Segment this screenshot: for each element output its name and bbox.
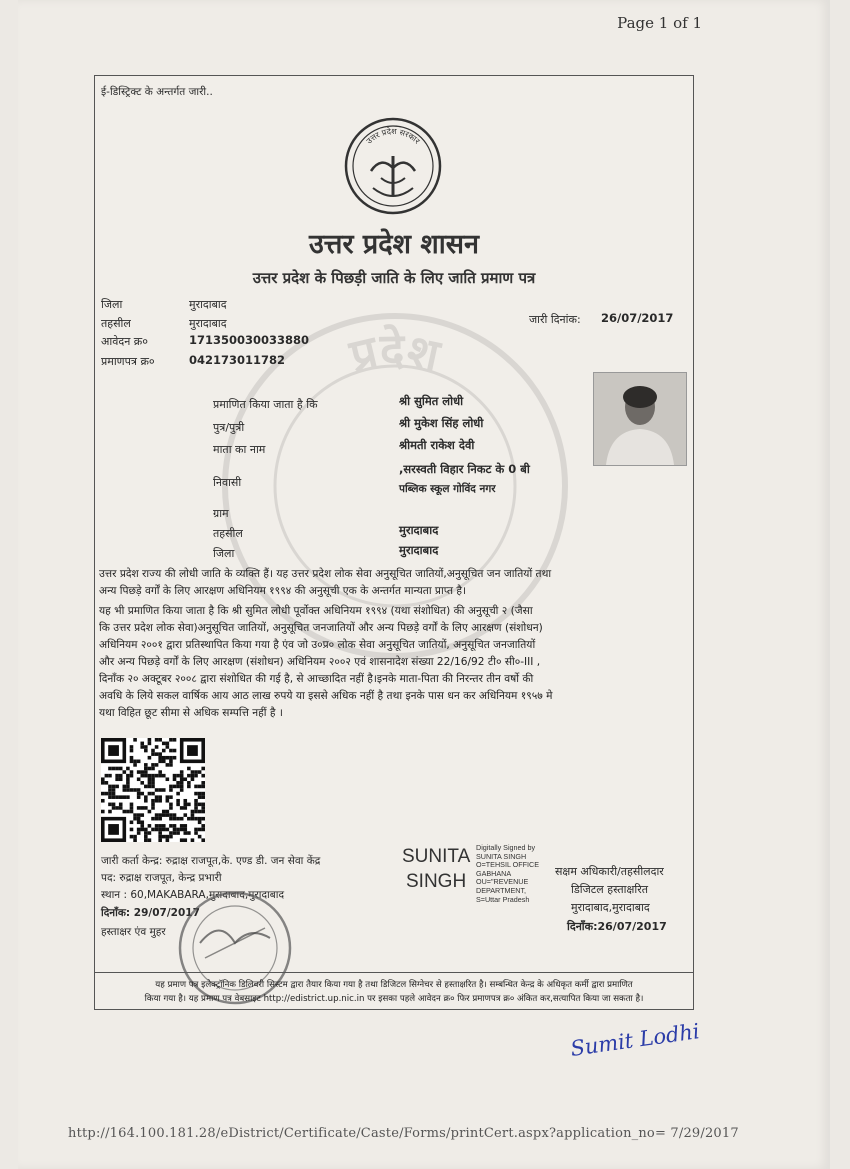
district-label: जिला: [213, 547, 235, 560]
authority-place: मुरादाबाद,मुरादाबाद: [571, 901, 650, 914]
digital-sign-name-line-2: SINGH: [406, 871, 467, 892]
issuer-sign-label: हस्ताक्षर एंव मुहर: [101, 926, 166, 938]
paragraph-2-line: अधिनियम २००१ द्वारा प्रतिस्थापित किया गया है एंव जो उ०प्र० लोक सेवा अनुसूचित जातियों, अनुसूचित जनजातियों: [99, 639, 536, 651]
paragraph-1-line: अन्य पिछड़े वर्गों के लिए आरक्षण अधिनियम १९९४ की अनुसूची एक के अन्तर्गत मान्यता प्राप्त है।: [99, 585, 467, 597]
meta-tehsil-label: तहसील: [101, 317, 131, 330]
page-number: Page 1 of 1: [617, 14, 702, 32]
paragraph-2-line: यथा विहित छूट सीमा से अधिक सम्पत्ति नहीं है ।: [99, 707, 283, 719]
father-name: श्री मुकेश सिंह लोधी: [399, 416, 484, 430]
footer-divider: [95, 972, 693, 973]
issuer-date: दिनाँक: 29/07/2017: [101, 907, 200, 919]
footer-line-2: किया गया है। यह प्रमाण पत्र वेबसाइट http://edistrict.up.nic.in पर इसका पहले आवेदन क्र० फिर प्रमाणपत्र क्र० अंकित कर,सत्यापित किया जा सकता है।: [144, 994, 644, 1004]
issuer-centre: जारी कर्ता केन्द्र: रुद्राक्ष राजपूत,के. एण्ड डी. जन सेवा केंद्र: [101, 855, 321, 867]
tehsil-label: तहसील: [213, 527, 243, 540]
paragraph-2-line: अवधि के लिये सकल वार्षिक आय आठ लाख रुपये या इससे अधिक नहीं है तथा इनके पास धन कर अधिनियम १९५७ मे: [99, 690, 553, 702]
applicant-photo: [593, 372, 687, 466]
paragraph-1-line: उत्तर प्रदेश राज्य की लोधी जाति के व्यक्ति हैं। यह उत्तर प्रदेश लोक सेवा अनुसूचित जातियों,अनुसूचित जन जातियों तथा: [99, 568, 552, 580]
official-stamp-icon: [175, 888, 295, 1008]
certificate-subtitle: उत्तर प्रदेश के पिछड़ी जाति के लिए जाति प्रमाण पत्र: [252, 269, 536, 287]
address-line-2: पब्लिक स्कूल गोविंद नगर: [399, 483, 496, 495]
up-government-emblem-icon: [343, 116, 443, 216]
mother-name: श्रीमती राकेश देवी: [399, 438, 475, 452]
applicant-name: श्री सुमित लोधी: [399, 394, 464, 408]
meta-district-label: जिला: [101, 298, 123, 311]
parent-label: पुत्र/पुत्री: [213, 421, 245, 434]
village-label: ग्राम: [213, 507, 229, 520]
svg-text:प्रदेश: [344, 323, 446, 383]
issuer-post: पद: रुद्राक्ष राजपूत, केन्द्र प्रभारी: [101, 872, 222, 884]
resident-label: निवासी: [213, 476, 242, 489]
tehsil-value: मुरादाबाद: [399, 523, 439, 537]
digital-sign-detail-line: OU="REVENUE: [476, 877, 529, 887]
digital-sign-detail-line: Digitally Signed by: [476, 843, 536, 852]
authority-title: सक्षम अधिकारी/तहसीलदार: [555, 865, 664, 878]
header-note: ई-डिस्ट्रिक्ट के अन्तर्गत जारी..: [101, 86, 213, 98]
authority-sign-type: डिजिटल हस्ताक्षरित: [571, 883, 648, 896]
digital-sign-detail-line: O=TEHSIL OFFICE: [476, 860, 540, 870]
emblem-text: उत्तर प्रदेश सरकार: [364, 126, 422, 146]
watermark-text: प्रदेश: [344, 322, 445, 383]
certificate-frame: [94, 75, 694, 1010]
svg-text:उत्तर प्रदेश सरकार: [365, 126, 422, 146]
meta-certificate-label: प्रमाणपत्र क्र०: [101, 355, 155, 368]
paragraph-2-line: दिनाँक २० अक्टूबर २००८ द्वारा संशोधित की गई है, से आच्छादित नहीं है।इनके माता-पिता की निरन्तर तीन वर्षो की: [99, 673, 534, 685]
address-line-1: ,सरस्वती विहार निकट के 0 बी: [399, 462, 530, 476]
footer-line-1: यह प्रमाण पत्र इलेक्ट्रॉनिक डिलिवरी सिस्टम द्वारा तैयार किया गया है तथा डिजिटल सिग्नेचर से हस्ताक्षरित है। सम्बन्धित केन्द्र के अधिकृत कर्मी द्वारा प्रमाणित: [155, 980, 633, 990]
meta-district-value: मुरादाबाद: [189, 298, 227, 311]
mother-label: माता का नाम: [213, 443, 266, 456]
meta-application-label: आवेदन क्र०: [101, 335, 148, 348]
paragraph-2-line: यह भी प्रमाणित किया जाता है कि श्री सुमित लोधी पूर्वोक्त अधिनियम १९९४ (यथा संशोधित) की अनुसूची २ (जैसा: [99, 605, 533, 617]
meta-application-value: 171350030033880: [189, 333, 310, 347]
meta-tehsil-value: मुरादाबाद: [189, 317, 227, 330]
paragraph-1: [99, 566, 687, 600]
digital-sign-detail-line: SUNITA SINGH: [476, 851, 527, 861]
meta-certificate-value: 042173011782: [189, 353, 286, 367]
district-value: मुरादाबाद: [399, 543, 439, 557]
paragraph-2-line: कि उत्तर प्रदेश लोक सेवा)अनुसूचित जातियों, अनुसूचित जनजातियों और अन्य पिछड़े वर्गों के लिए आरक्षण (संशोधन): [99, 622, 543, 634]
digital-sign-detail-line: GABHANA: [476, 868, 512, 878]
paragraph-2: [99, 603, 687, 722]
certify-label: प्रमाणित किया जाता है कि: [213, 398, 318, 411]
person-photo-icon: [594, 373, 686, 465]
print-url: http://164.100.181.28/eDistrict/Certificate/Caste/Forms/printCert.aspx?application_no= 7/29/2017: [68, 1126, 739, 1141]
authority-date: दिनाँक:26/07/2017: [567, 920, 667, 933]
issuer-place: स्थान : 60,MAKABARA,मुरादाबाद,मुरादाबाद: [101, 889, 285, 901]
qr-code-icon: [101, 738, 205, 842]
meta-issue-date-value: 26/07/2017: [601, 311, 674, 325]
certificate-title: उत्तर प्रदेश शासन: [309, 229, 479, 260]
document-sheet: [18, 0, 830, 1169]
digital-sign-name-line-1: SUNITA: [402, 846, 471, 867]
meta-issue-date-label: जारी दिनांक:: [529, 313, 581, 326]
digital-sign-detail-line: S=Uttar Pradesh: [476, 894, 530, 904]
paragraph-2-line: और अन्य पिछड़े वर्गों के लिए आरक्षण (संशोधन) अधिनियम २००२ एवं शासनादेश संख्या 22/16/92 टी० सी०-III ,: [99, 656, 541, 668]
digital-sign-detail-line: DEPARTMENT,: [476, 885, 527, 895]
handwritten-signature: Sumit Lodhi: [568, 1019, 701, 1061]
